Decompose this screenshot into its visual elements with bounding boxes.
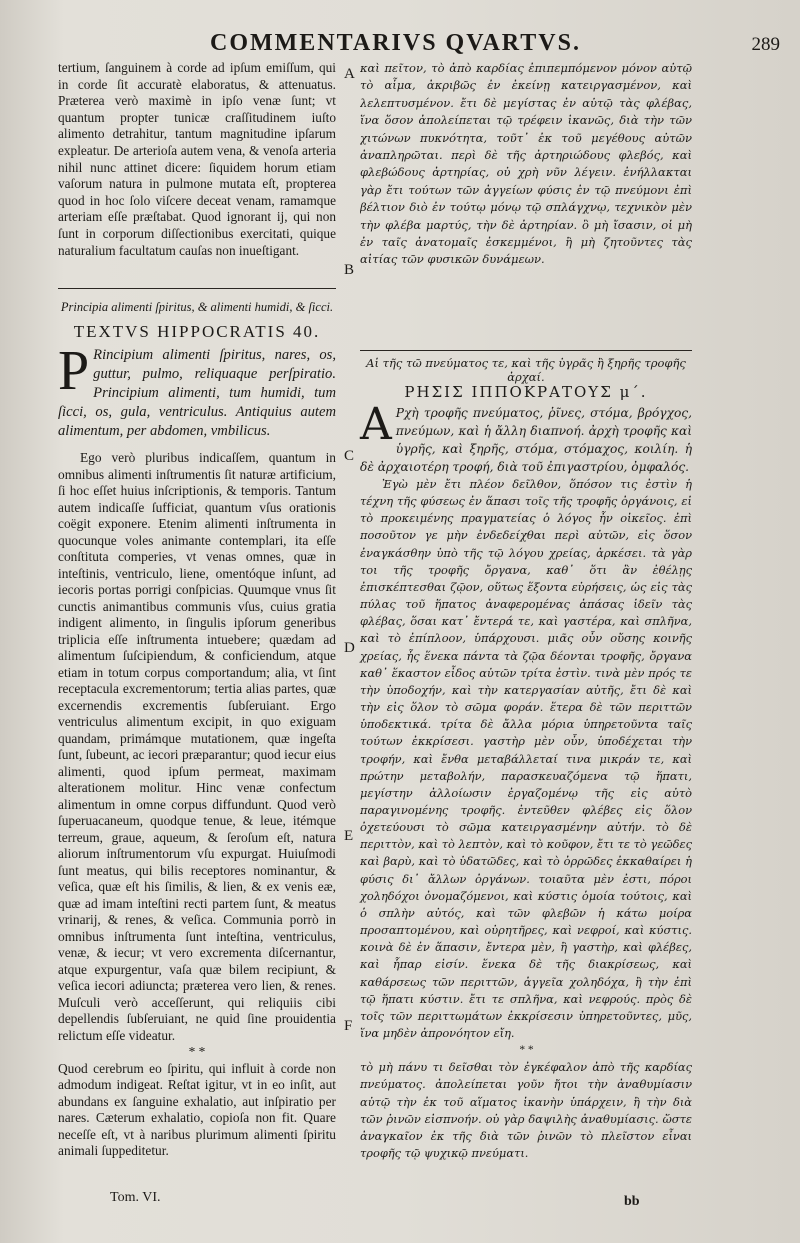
left-top-paragraph: tertium, ſanguinem à corde ad ipſum emiſſum, qui in corde ſit accuratè elaboratus, & attenuatus. Præterea verò maximè in ipſo venæ ſunt; vt quantum propter tunicæ craſſitudinem iuſto alimento detrahitur, tantum magnitudine ipſarum expleatur. De arterioſa autem vena, & venoſa arteria nihil nunc attinet dicere: ſiquidem horum etiam vaſorum natura in pulmone mutata eſt, propterea quod in hoc ſolo viſcere deceat venam, ramamque arteriam eſſe præſtabat. Quod ignorant ij, qui non ſunt in corporum diſſectionibus exercitati, quique naturalium facultatum cauſas non inueſtigant. xyxy=(58,60,336,258)
running-head xyxy=(90,30,780,60)
running-title: COMMENTARIVS QVARTVS. xyxy=(210,30,581,56)
margin-letter-c: C xyxy=(344,448,355,464)
left-asterisks: * * xyxy=(188,1044,206,1059)
latin-text: Rincipium alimenti ſpiritus, nares, os, guttur, pulmo, reliquaque perſpiratio. Principium alimenti, tum humidi, tum ſicci, os, gula, ventriculus. Antiquius autem alimentum, per abdomen, vmbilicus. xyxy=(58,347,336,439)
margin-letter-a: A xyxy=(344,66,355,82)
left-column-top xyxy=(58,60,336,286)
left-commentary-paragraph: Ego verò pluribus indicaſſem, quantum in omnibus alimenti inſtrumentis ſit naturæ artificium, ſi hoc eſſet huius inſcriptionis, & temporis. Tantum autem indicaſſe ſufficiat, quantum vſus orationis coëgit exponere. Etenim alimenti inſtrumenta in quocunque voles animante contemplari, ita eſſe conſtituta comperies, vt venas omnes, quæ in inteſtinis, ventriculo, liene, omentóque inſunt, ad iecoris portas porrigi conſpicias. Quumque vnus ſit cunctis animantibus communis vſus, cuius gratia indigent alimento, in ſingulis ipſorum generibus triplicia eſſe inſtrumenta intuebere; quædam ad alimentum ſuſcipiendum, & conficiendum, atque etiam in totum corpus comportandum; alia, vt ſint receptacula excrementorum; tertia alias partes, quæ excernendis excrementis ſubſeruiant. Ergo ventriculus alimentum excipit, in quo exiguam quandam, primámque mutationem, quæ ingeſta ſunt, ſubeunt, ac iecori præparantur; quod iecur eius alimenti, quod ipſum permeat, maximam alterationem molitur. Hinc venæ confectum alimentum in omne corpus diffundunt. Quod verò ſuperuacaneum, quodque tenue, & leue, itémque terreum, graue, aqueum, & ſeroſum eſt, natura aliorum inſtrumentorum vſu expurgat. Huiuſmodi ſunt meatus, qui bilis receptores nominantur, & veſica, quæ eſt his ſimilis, & lien, & ex venis eæ, quæ ad imam inteſtini recti partem ſunt, & meatus vrinarij, & renes, & veſica. Communia porrò in omnibus inſtrumenta ſunt inteſtina, ventriculus, venæ, & iecur; vt vero excrementa diſcernantur, atque expurgentur, vaſa quæ bilem recipiunt, & veſica iecori adiuncta; præterea vero lien, & renes. Muſculi verò acceſſerunt, qui reliquiis cibi depellendis ſubſeruiant, ne quid ſine prouidentia relictum eſſe videatur. xyxy=(58,450,336,1043)
right-top-paragraph: καὶ πεῖτον, τὸ ἀπὸ καρδίας ἐπιπεμπόμενον μόνον αὐτῷ τὸ αἷμα, ἀκριβῶς ἐν ἐκείνῃ κατειργασμένον, καὶ λελεπτυσμένον. ἔτι δὲ μεγίστας ἐν αὐτῷ τὰς φλέβας, ἵνα ὅσον ἀπολείπεται τῷ τρέφειν ἱκανῶς, διὰ τὴν τῶν χιτώνων πυκνότητα, τοῦτ᾽ ἐκ τοῦ μεγέθους αὐτῶν ἀναπληρῶται. περὶ δὲ τῆς ἀρτηριώδους φλεβός, καὶ φλεβώδους ἀρτηρίας, οὐ χρὴ νῦν λέγειν. ἐνήλλακται γὰρ ἔτι τούτων τῶν ἀγγείων φύσις ἐν τῷ πνεύμονι ἐπὶ βέλτιον διὸ ἐν τούτῳ μόνῳ τῷ σπλάγχνῳ, τεχνικὸν μὲν τὴν φλέβα μαρτύς, τὴν δὲ ἀρτηρίαν. ὃ μὴ ἴσασιν, οἱ μὴ ἐν ταῖς ἀνατομαῖς ἐσκεμμένοι, ἢ μὴ ζητοῦντες τὰς αἰτίας τῶν φυσικῶν δυνάμεων. xyxy=(360,61,692,267)
left-divider xyxy=(58,288,336,289)
signature-mark: bb xyxy=(624,1194,640,1209)
latin-dropcap: P xyxy=(58,340,90,402)
left-section-heading: TEXTVS HIPPOCRATIS 40. xyxy=(73,322,321,341)
volume-signature: Tom. VI. xyxy=(110,1190,161,1205)
right-hippocrates-text xyxy=(360,399,692,476)
right-commentary xyxy=(360,476,692,1162)
right-commentary-paragraph: Ἐγὼ μὲν ἔτι πλέον δεῖλθον, ὅπόσον τις ἐστὶν ἡ τέχνη τῆς φύσεως ἐν ἅπασι τοῖς τῆς τροφῆς ὀργάνοις, εἰ τὸ προκειμένης πραγματείας ὁ λόγος ἦν οἰκεῖος. ἐπὶ ποσοῦτον γε μὴν ἐνδεδείχθαι περὶ αὐτῶν, εἰς ὅσον ἐναγκάσθην ὑπὸ τῆς τῷ λόγου χρείας, ἀρκέσει. τὰ γὰρ τοι τῆς τροφῆς ὄργανα, καθ᾽ ὅτι ἂν ἐθέλῃς ἐπισκέπτεσθαι ζῷον, οὕτως ἕξοντα εὑρήσεις, ὡς εἰς τὰς πύλας τοῦ ἥπατος ἀναφερομένας ἁπάσας ἰδεῖν τὰς φλέβας, ὅσαι κατ᾽ ἔντερά τε, καὶ γαστέρα, καὶ σπλῆνα, καὶ τὸ ἐπίπλοον, ὑπάρχουσι. μιᾶς οὖν οὔσης κοινῆς χρείας, ἧς ἕνεκα πάντα τὰ ζῷα δέονται τροφῆς, ὄργανα καθ᾽ ἕκαστον εἶδος αὐτῶν τρίτα ἐστὶν. τινὰ μὲν πρός τε τὴν ὑποδοχήν, καὶ τὴν κατεργασίαν αὐτῆς, ἔτι δὲ καὶ τὴν εἰς ὅλον τὸ σῶμα φοράν. ἕτερα δὲ τῶν περιττῶν ὑποδεκτικά. τρίτα δὲ ἄλλα μόρια ὑπηρετοῦντα ταῖς τούτων ἐκκρίσεσι. γαστὴρ μὲν οὖν, ὑποδέχεται τὴν τροφήν, καὶ ἔνθα μεταβάλλεταί τινα μικράν τε, καὶ πρώτην μεταβολήν, παρασκευαζόμενα τῷ ἥπατι, μεγίστην ἀλλοίωσιν ἐργαζομένῳ τῆς εἰς αὐτὸ παραγινομένης τροφῆς. ἐντεῦθεν φλέβες εἰς ὅλον ὀχετεύουσι τὸ σῶμα κατειργασμένην αὐτήν. τὸ δὲ περιττὸν, καὶ τὸ λεπτὸν, καὶ τὸ κοῦφον, ἔτι τε τὸ γεῶδες καὶ βαρὺ, καὶ τὸ ὑδατῶδες, καὶ τὸ ὀρρῶδες ἐκκαθαίρει ἡ φύσις δι᾽ ἄλλων ὀργάνων. τοιαῦτα μὲν ἐστι, πόροι χοληδόχοι ὀνομαζόμενοι, καὶ κύστις ὁμοία τούτοις, καὶ ὁ σπλὴν αὐτός, καὶ τῶν φλεβῶν ἡ κάτω μοίρα προσαπτομένου, καὶ οὐρητῆρες, καὶ νεφροί, καὶ κύστις. κοινὰ δὲ ἐν ἅπασιν, ἔντερα μὲν, ἢ γαστὴρ, καὶ φλέβες, καὶ ἧπαρ εἰσίν. ἕνεκα δὲ τῆς διακρίσεως, καὶ καθάρσεως τῶν περιττῶν, ἀγγεῖα χοληδόχα, ἢ τὴν ἐπὶ τῷ ἥπατι κύστιν. ἔτι τε σπλῆνα, καὶ νεφρούς. πρὸς δὲ τοῖς τῶν περιττωμάτων ἐκκρίσεσιν ὑπηρετοῦντες, μῦς, ἵνα μηδὲν ἀπρονόητον εἴη. xyxy=(360,477,692,1040)
left-hippocrates-text xyxy=(58,340,336,441)
page-number: 289 xyxy=(751,34,780,55)
right-rubric: Αἱ τῆς τῶ πνεύματος τε, καὶ τῆς ὑγρᾶς ἢ ξηρῆς τροφῆς ἀρχαί. xyxy=(366,356,686,384)
left-tail-paragraph: Quod cerebrum eo ſpiritu, qui influit à corde non admodum indigeat. Reſtat igitur, vt in eo inſit, aut abundans ex ſanguine exhalatio, aut inſpiratio per nares. Cæterum exhalatio, copioſa non fit. Quare neceſſe eſt, vt à naribus plurimum alimenti ſpiritu animali ſuppeditetur. xyxy=(58,1060,336,1158)
margin-letter-f: F xyxy=(344,1018,353,1034)
greek-dropcap: Α xyxy=(360,399,392,450)
left-commentary xyxy=(58,450,336,1160)
margin-letter-d: D xyxy=(344,640,355,656)
margin-letter-b: B xyxy=(344,262,355,278)
greek-text: Ρχὴ τροφῆς πνεύματος, ῥῖνες, στόμα, βρόγχος, πνεύμων, καὶ ἡ ἄλλη διαπνοή. ἀρχὴ τροφῆς καὶ ὑγρῆς, καὶ ξηρῆς, στόμα, στόμαχος, κοιλίη. ἡ δὲ ἀρχαιοτέρη τροφή, διὰ τοῦ ἐπιγαστρίου, ὀμφαλός. xyxy=(360,406,692,474)
right-column-top xyxy=(360,60,692,302)
right-section-heading: ΡΗΣΙΣ ΙΠΠΟΚΡΑΤΟΥΣ μ´. xyxy=(404,383,648,401)
right-divider xyxy=(360,350,692,351)
left-rubric: Principia alimenti ſpiritus, & alimenti humidi, & ſicci. xyxy=(60,300,334,314)
margin-letter-e: E xyxy=(344,828,354,844)
right-asterisks: * * xyxy=(518,1044,534,1057)
right-tail-paragraph: τὸ μὴ πάνυ τι δεῖσθαι τὸν ἐγκέφαλον ἀπὸ τῆς καρδίας πνεύματος. ἀπολείπεται γοῦν ἤτοι τὴν ἀναθυμίασιν αὐτῷ τὴν ἐκ τοῦ αἵματος ἱκανὴν ὑπάρχειν, ἢ τὴν διὰ τῶν ῥινῶν εἰσπνοήν. οὐ γὰρ δαψιλὴς ἀναθυμίασις. ὥστε ἀναγκαῖον ἐκ τῆς διὰ τῶν ῥινῶν τὸ πλεῖστον εἶναι τροφῆς τῷ ψυχικῷ πνεύματι. xyxy=(360,1060,692,1161)
